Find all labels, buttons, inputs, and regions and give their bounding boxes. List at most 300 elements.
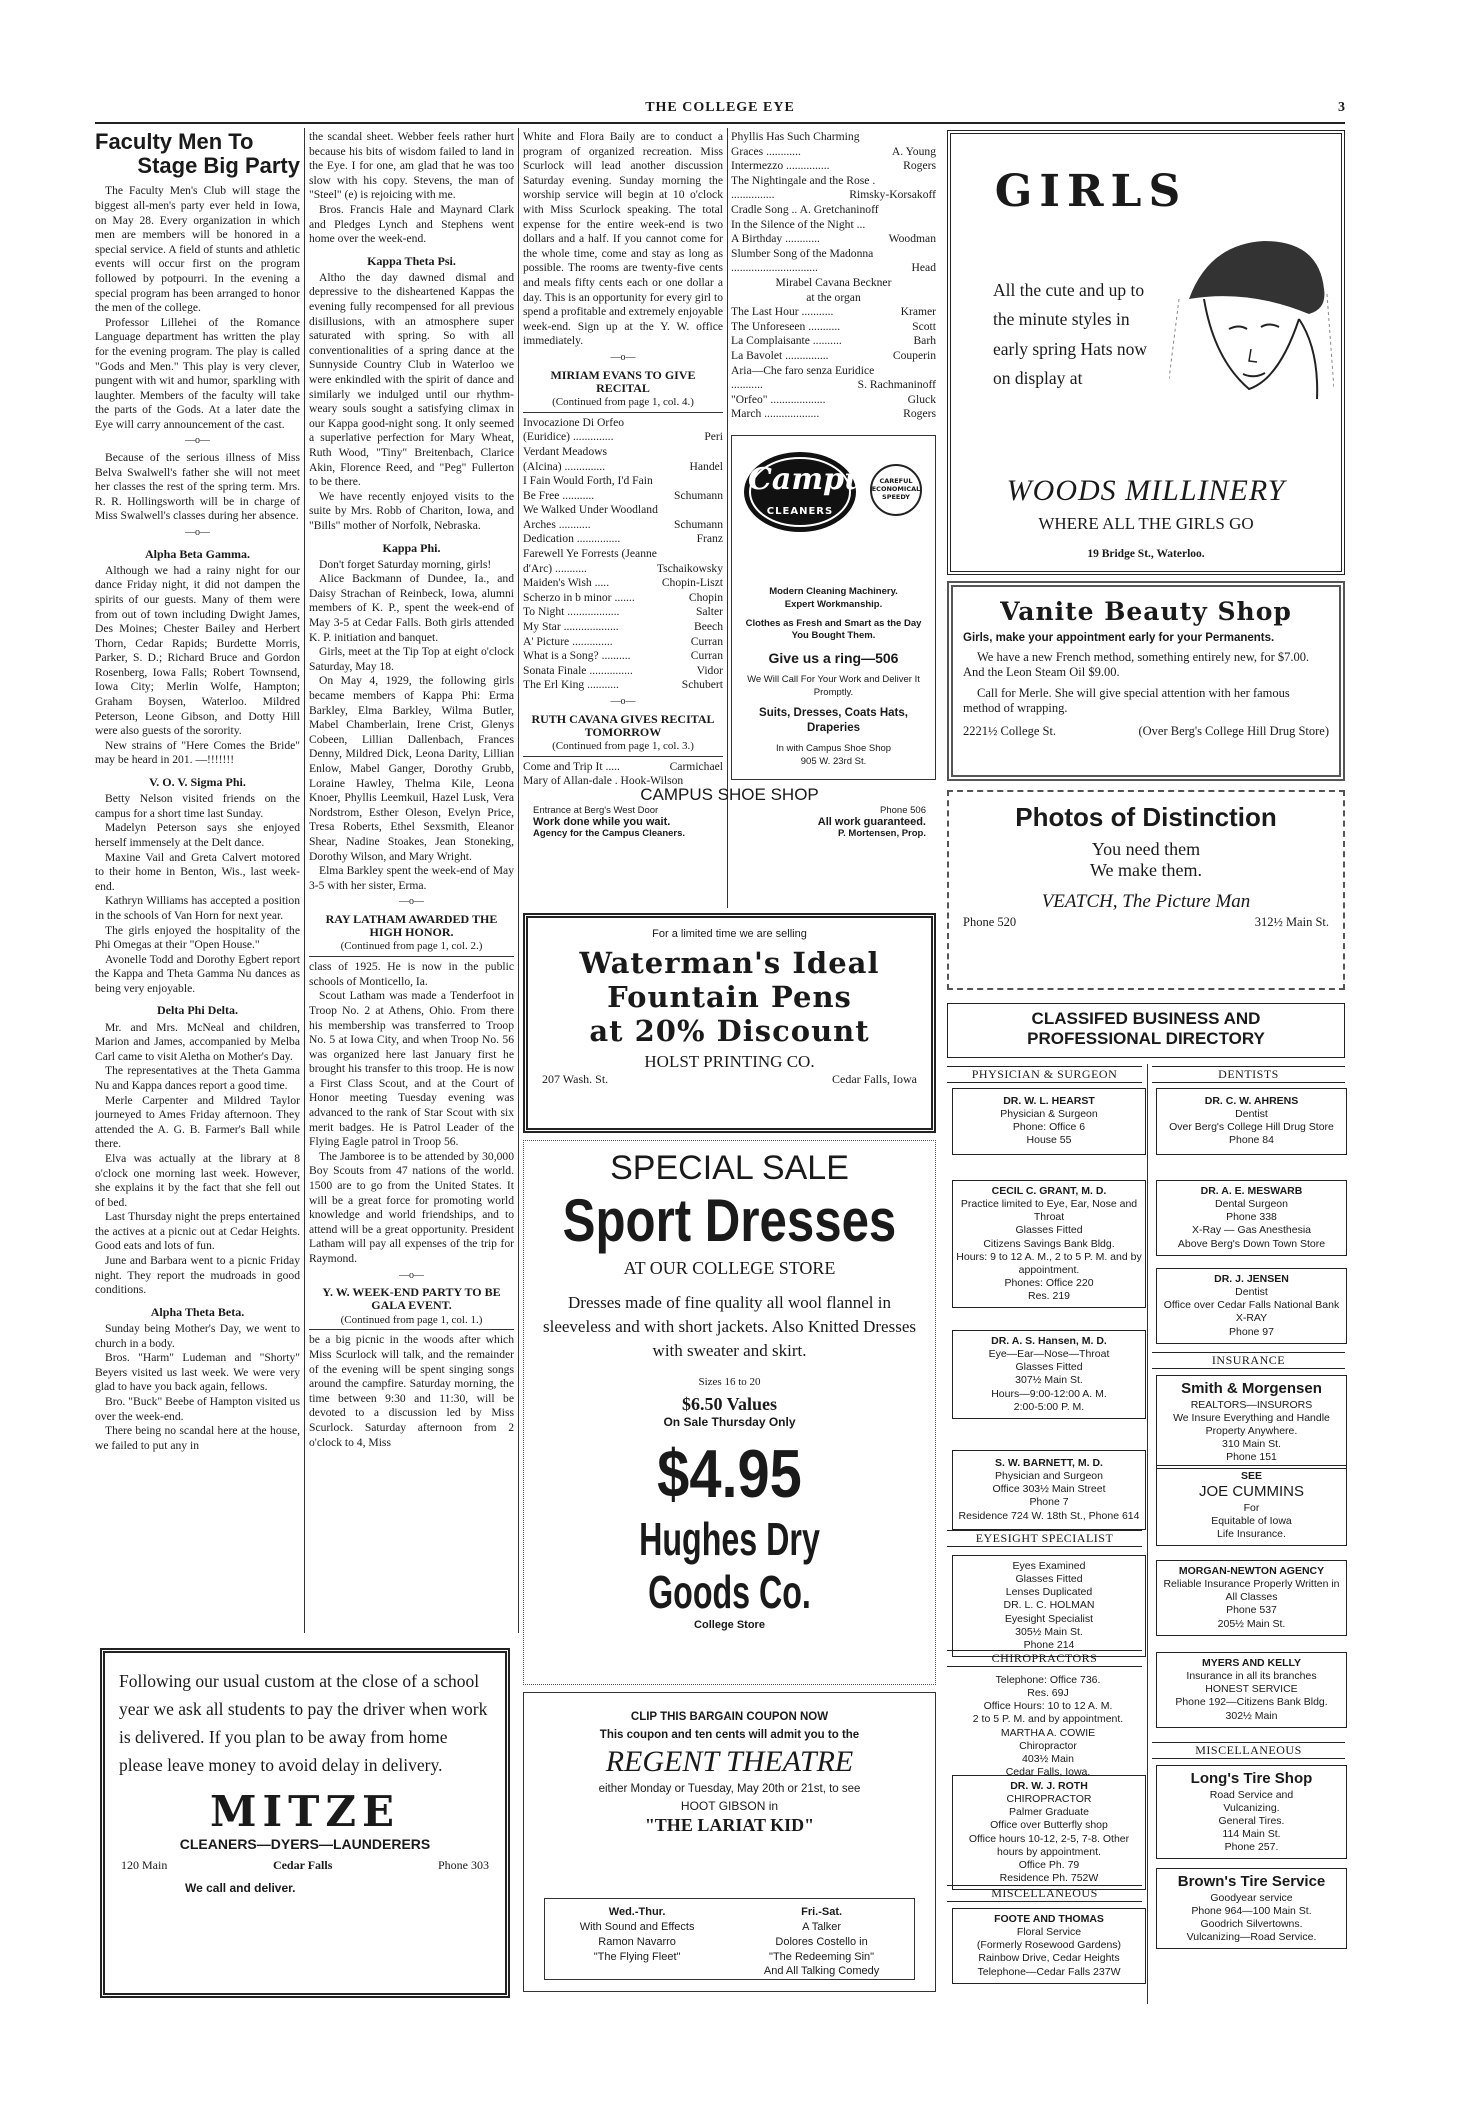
listing-line: Dental Surgeon — [1215, 1198, 1288, 1211]
program-line — [731, 218, 936, 233]
article-paragraph: Elma Barkley spent the week-end of May 3-5 with her sister, Erma. — [309, 864, 514, 892]
article-paragraph: Altho the day dawned dismal and depressive to the disheartened Kappas the evening fully recompensed for all previous disillusions, with an atmosphere super saturated with spring. So with all conventionalities of a spring dance at the Sunnyside Country Club in Waterloo we were enkindled with the spirit of dance and similarly we indulged until our rhythm-weary souls sought a satisfying climax in our Kappa good-night song. It only seemed a superlative perfection for Mary Wheat, Ruth Wood, "Tiny" Breitenbach, Clarice Akin, Florence Reed, and "Peg" Fullerton to be there. — [309, 270, 514, 489]
shoe-ad-title: CAMPUS SHOE SHOP — [640, 785, 819, 804]
coupon-heading: CLIP THIS BARGAIN COUPON NOW — [630, 1711, 829, 1723]
mitze-address: 120 Main — [121, 1858, 168, 1872]
program-composer: Rogers — [903, 407, 936, 421]
listing-line: With Sound and Effects — [579, 1920, 695, 1933]
program-title: A' Picture .............. — [523, 634, 613, 648]
waterman-top: For a limited time we are selling — [652, 928, 807, 940]
listing-line: MARTHA A. COWIE — [1000, 1726, 1096, 1739]
article-paragraph: Although we had a rainy night for our dance Friday night, it did not dampen the spirits of our guests. Many of them were from out of town including Dwight James, Des Moines; Chester Bailey and Herbert Thorn, Cedar Rapids; Burdette Morris, Parker, S. D.; Richard Bruce and Gordon Rosenberg, Iowa Falls; Robert Townsend, Iowa City; Merlin Wolfe, Hampton; Graham Boysen, Waterloo. Mildred Peterson, Leone Gibson, and Dotty Hill were also guests of the sorority. — [95, 563, 300, 738]
article-paragraph: Avonelle Todd and Dorothy Egbert report the Kappa and Theta Gamma Nu dances as being very enjoyable. — [95, 952, 300, 995]
vanite-line: Girls, make your appointment early for your Permanents. — [963, 632, 1275, 644]
article-paragraph: We have recently enjoyed visits to the suite by Mrs. Robb of Chariton, Iowa, and "Bills" mother of Norfolk, Nebraska. — [309, 489, 514, 532]
listing-line: Phone 537 — [1226, 1604, 1277, 1617]
program-composer: Barh — [913, 334, 936, 348]
program-title: Cradle Song .. A. Gretchaninoff — [731, 202, 879, 216]
article-paragraph: The girls enjoyed the hospitality of the Phi Omegas at their "Open House." — [95, 923, 300, 952]
program-composer: Scott — [912, 319, 936, 333]
coupon-line: HOOT GIBSON in — [680, 1799, 779, 1813]
photos-name: VEATCH, The Picture Man — [1041, 891, 1251, 912]
program-composer: S. Rachmaninoff — [857, 378, 936, 392]
program-line — [523, 430, 723, 445]
program-composer: Curran — [690, 634, 723, 648]
headline-faculty-1: Faculty Men To — [95, 130, 254, 154]
vanite-line: Call for Merle. She will give special attention with her famous method of wrapping. — [963, 686, 1290, 715]
program-composer: Chopin — [688, 590, 723, 604]
listing-line: 2 to 5 P. M. and by appointment. — [972, 1713, 1124, 1726]
listing-line: Cedar Falls, Iowa. — [1005, 1765, 1091, 1778]
campus-logo-text: Campus — [748, 462, 883, 497]
program-line — [523, 532, 723, 547]
separator: —o— — [399, 1269, 424, 1281]
waterman-company: HOLST PRINTING CO. — [644, 1052, 815, 1071]
separator: —o— — [610, 696, 636, 708]
listing-line: DR. W. J. ROTH — [1010, 1780, 1088, 1792]
listing-holman — [952, 1555, 1146, 1657]
article-paragraph: Bros. "Harm" Ludeman and "Shorty" Beyers visited us last week. We were very glad to have you back again, fellows. — [95, 1351, 300, 1394]
shoe-ad-row — [523, 816, 936, 828]
special-sale-ad — [523, 1140, 936, 1685]
listing-line: 114 Main St. — [1222, 1828, 1281, 1841]
listing-longs-tire — [1156, 1765, 1347, 1859]
listing-line: Office Ph. 79 — [1018, 1858, 1080, 1871]
listing-hansen — [952, 1330, 1146, 1419]
article-paragraph: Maxine Vail and Greta Calvert motored to their home in Benton, Wis., last week-end. — [95, 850, 300, 893]
listing-line: Vulcanizing—Road Service. — [1186, 1931, 1317, 1944]
page-number: 3 — [1338, 100, 1345, 115]
listing-line: Phone 338 — [1226, 1211, 1277, 1224]
listing-line: Phone 257. — [1224, 1841, 1279, 1854]
campus-badge — [870, 464, 922, 516]
mitze-city: Cedar Falls — [272, 1858, 333, 1872]
article-paragraph: class of 1925. He is now in the public schools of Monticello, Ia. — [309, 960, 514, 988]
rule — [523, 756, 723, 757]
recital-program — [731, 130, 936, 276]
article-headline: RAY LATHAM AWARDED THE HIGH HONOR. — [325, 911, 498, 940]
mitze-contact-row — [121, 1858, 489, 1873]
listing-line: Phone 151 — [1226, 1451, 1277, 1464]
campus-cleaners-ad — [731, 435, 936, 780]
coupon-feature: "THE LARIAT KID" — [644, 1815, 815, 1835]
continued-note: (Continued from page 1, col. 1.) — [340, 1313, 483, 1326]
article-paragraph: The Jamboree is to be attended by 30,000 Boy Scouts from 47 nations of the world. 1500 are to go from the United States. It will be a great force for promoting world knowledge and world friendships, and to attend will be a great opportunity. President Latham will pay all expenses of the trip for Raymond. — [309, 1149, 514, 1266]
vanite-location: (Over Berg's College Hill Drug Store) — [1138, 724, 1329, 738]
article-paragraph: Scout Latham was made a Tenderfoot in Troop No. 2 at Athens, Ohio. From there his membership was transferred to Troop No. 5 at Iowa City, and when Troop No. 56 was organized here last January first he brought his transfer to this troop. He is now a First Class Scout, and at the Court of Honor meeting Tuesday evening was advanced to the rank of Star Scout with six merit badges. He is Patrol Leader of the Flying Eagle patrol in Troop 56. — [309, 989, 514, 1149]
directory-heading: PHYSICIAN & SURGEON — [947, 1066, 1142, 1083]
program-title: I Fain Would Forth, I'd Fain — [523, 474, 653, 488]
article-paragraph: be a big picnic in the woods after which Miss Scurlock will talk, and the remainder of the evening will be spent singing songs around the campfire. Saturday morning, the time between 9:30 and 11:30, will be devoted to a discussion led by Miss Scurlock. Saturday afternoon from 2 o'clock to 4, Miss — [309, 1333, 514, 1449]
program-title: Intermezzo ............... — [731, 159, 830, 173]
listing-line: Life Insurance. — [1217, 1528, 1286, 1541]
listing-line: Phone 84 — [1229, 1134, 1274, 1147]
separator: —o— — [610, 351, 636, 363]
listing-line: Telephone: Office 736. — [995, 1674, 1101, 1686]
listing-line: "The Flying Fleet" — [593, 1950, 681, 1963]
listing-line: Office 303½ Main Street — [992, 1483, 1106, 1496]
listing-line: Dentist — [1235, 1286, 1268, 1299]
listing-line: Eyes Examined — [1012, 1560, 1086, 1572]
listing-line: 302½ Main — [1225, 1709, 1278, 1722]
rule — [523, 412, 723, 413]
program-line — [731, 378, 936, 393]
campus-ad-phone: Give us a ring—506 — [768, 650, 899, 667]
listing-line: Glasses Fitted — [1015, 1573, 1083, 1586]
program-title: (Alcina) .............. — [523, 459, 606, 473]
listing-line: 305½ Main St. — [1015, 1625, 1083, 1638]
program-composer: Handel — [689, 459, 723, 473]
showtime-left — [580, 1905, 695, 1979]
program-line — [731, 247, 936, 262]
rule — [309, 1329, 514, 1330]
program-line — [523, 518, 723, 533]
directory-heading: INSURANCE — [1152, 1352, 1345, 1369]
program-title: La Bavolet ............... — [731, 348, 829, 362]
column-2 — [309, 130, 514, 1635]
program-composer: Salter — [695, 605, 723, 619]
article-paragraph: Because of the serious illness of Miss Belva Swalwell's father she will not meet her classes the rest of the spring term. Mrs. R. R. Hollingsworth will be in charge of Miss Swalwell's classes during her absence. — [95, 451, 300, 523]
program-composer: Schumann — [674, 488, 723, 502]
section-heading: Alpha Theta Beta. — [150, 1304, 245, 1319]
program-title: A Birthday ............ — [731, 232, 820, 246]
listing-hearst — [952, 1088, 1146, 1155]
listing-line: MYERS AND KELLY — [1202, 1657, 1301, 1669]
program-line — [731, 232, 936, 247]
campus-ad-line: Clothes as Fresh and Smart as the Day You Bought Them. — [745, 617, 922, 642]
section-heading: Alpha Beta Gamma. — [145, 546, 250, 561]
listing-line: Phone 192—Citizens Bank Bldg. — [1175, 1696, 1328, 1709]
mitze-phone: Phone 303 — [437, 1858, 489, 1872]
program-composer: Beech — [694, 620, 723, 634]
campus-ad-line: 905 W. 23rd St. — [800, 755, 867, 767]
waterman-address: 207 Wash. St. — [542, 1072, 609, 1086]
vanite-line: We have a new French method, something entirely new, for $7.00. And the Leon Steam Oil $9.00. — [963, 650, 1310, 679]
listing-line: X-RAY — [1235, 1312, 1268, 1325]
program-title: ............... — [731, 188, 775, 202]
sale-price: $4.95 — [657, 1436, 802, 1513]
listing-line: 2:00-5:00 P. M. — [1013, 1400, 1085, 1413]
woman-hat-icon — [1169, 229, 1334, 414]
listing-line: Fri.-Sat. — [801, 1906, 843, 1918]
campus-logo — [740, 444, 883, 539]
sale-date: On Sale Thursday Only — [663, 1415, 796, 1430]
listing-meswarb — [1156, 1180, 1347, 1256]
waterman-pens-ad — [523, 913, 936, 1133]
program-line — [523, 591, 723, 606]
program-title: Be Free ........... — [523, 488, 595, 502]
listing-line: Hours: 9 to 12 A. M., 2 to 5 P. M. and by appointment. — [956, 1250, 1142, 1276]
sale-heading: SPECIAL SALE — [610, 1149, 849, 1187]
recital-program — [731, 305, 936, 422]
directory-rule — [1147, 1064, 1148, 2004]
program-composer: A. Young — [891, 144, 936, 158]
program-title: ........... — [731, 378, 763, 392]
waterman-city: Cedar Falls, Iowa — [832, 1072, 917, 1086]
girls-address: 19 Bridge St., Waterloo. — [1087, 548, 1205, 560]
listing-line: DR. L. C. HOLMAN — [1003, 1599, 1095, 1612]
coupon-theatre: REGENT THEATRE — [605, 1745, 854, 1778]
article-paragraph: Bros. Francis Hale and Maynard Clark and Pledges Lynch and Stephens went home over the week-end. — [309, 202, 514, 246]
photos-phone: Phone 520 — [963, 915, 1017, 929]
article-headline: RUTH CAVANA GIVES RECITAL TOMORROW — [531, 711, 715, 739]
listing-line: JOE CUMMINS — [1199, 1483, 1304, 1501]
column-rule — [518, 128, 519, 1633]
shoe-ad-line: Agency for the Campus Cleaners. — [533, 828, 686, 839]
listing-barnett — [952, 1450, 1146, 1530]
listing-morgan-newton — [1156, 1560, 1347, 1636]
program-composer: Schumann — [674, 517, 723, 531]
listing-roth — [952, 1775, 1146, 1890]
section-heading: Kappa Phi. — [382, 540, 441, 555]
program-title: .............................. — [731, 261, 818, 275]
listing-line: House 55 — [1026, 1134, 1072, 1147]
listing-cummins — [1156, 1465, 1347, 1546]
directory-heading: CHIROPRACTORS — [947, 1650, 1142, 1667]
vanite-beauty-shop-ad — [947, 581, 1345, 781]
listing-line: 205½ Main St. — [1217, 1617, 1286, 1630]
listing-line: Eyesight Specialist — [1004, 1612, 1094, 1625]
program-title: March ................... — [731, 407, 820, 421]
continued-note: (Continued from page 1, col. 4.) — [552, 395, 694, 408]
listing-line: REALTORS—INSURORS — [1190, 1398, 1313, 1411]
listing-grant — [952, 1180, 1146, 1308]
listing-myers-kelly — [1156, 1652, 1347, 1728]
program-composer: Couperin — [892, 348, 936, 362]
listing-line: Hours—9:00-12:00 A. M. — [991, 1387, 1107, 1400]
article-paragraph: The Faculty Men's Club will stage the biggest all-men's party ever held in Iowa, on May 28. Every organization in which men are members will be honored in a special service. A field of stunts and athletic events will occur first on the program followed by potpourri. In the evening a special program has been arranged to honor the men of the college. — [95, 184, 300, 315]
waterman-line: Fountain Pens — [607, 980, 852, 1014]
listing-foote — [952, 1908, 1146, 1984]
listing-line: Res. 219 — [1027, 1290, 1071, 1302]
article-paragraph: On May 4, 1929, the following girls became members of Kappa Phi: Erma Barkley, Elma Barkley, Wilma Butler, Mabel Chamberlain, Irene Crist, Glenys Cobeen, Lillian Dallenbach, Frances Denny, Mildred Dick, Leona Darity, Lillian Enlow, Mabel Ganger, Dorothy Grubb, Loraine Hawley, Thelma Kile, Leona Knoer, Phyllis Leemkuil, Hazel Lusk, Vera Nordstrom, Esther Oleson, Evelyn Price, Tresa Roberts, Ethel Sexsmith, Eleanor Shear, Nadine Stoakes, Jean Stoneking, Dorothy Wilson, and Mary Wright. — [309, 674, 514, 863]
article-paragraph: Kathryn Williams has accepted a position in the schools of Van Horn for next year. — [95, 894, 300, 922]
program-composer: Carmichael — [669, 759, 723, 773]
listing-jensen — [1156, 1268, 1347, 1344]
listing-line: 310 Main St. — [1222, 1438, 1281, 1451]
program-line — [523, 474, 723, 489]
listing-line: Glasses Fitted — [1015, 1361, 1083, 1374]
listing-line: Rainbow Drive, Cedar Heights — [978, 1952, 1120, 1965]
program-composer: Rimsky-Korsakoff — [849, 188, 936, 202]
sale-description: Dresses made of fine quality all wool flannel in sleeveless and with short jackets. Also Knitted Dresses with sweater and skirt. — [543, 1293, 916, 1360]
listing-line: 403½ Main — [1022, 1752, 1074, 1765]
program-title: We Walked Under Woodland — [523, 503, 658, 517]
girls-title: GIRLS — [994, 166, 1188, 217]
listing-line: Office Hours: 10 to 12 A. M. — [983, 1700, 1113, 1713]
continued-note: (Continued from page 1, col. 3.) — [552, 739, 694, 752]
article-paragraph: There being no scandal here at the house, we failed to put any in — [95, 1424, 300, 1452]
campus-shoe-shop-ad — [523, 785, 936, 905]
program-title: "Orfeo" ................... — [731, 392, 826, 406]
program-title: Farewell Ye Forrests (Jeanne — [523, 547, 657, 561]
program-line — [731, 393, 936, 408]
photos-line: You need them — [1091, 839, 1201, 859]
program-title: To Night .................. — [523, 605, 620, 619]
program-line — [523, 547, 723, 562]
recital-program — [523, 416, 723, 693]
listing-line: Equitable of Iowa — [1211, 1515, 1292, 1527]
listing-line: Citizens Savings Bank Bldg. — [983, 1237, 1115, 1250]
program-line — [523, 635, 723, 650]
listing-line: Residence Ph. 752W — [999, 1871, 1099, 1884]
program-line — [523, 620, 723, 635]
program-composer: Franz — [696, 532, 723, 546]
photos-contact-row — [963, 915, 1329, 930]
program-line — [731, 364, 936, 379]
program-composer: Chopin-Liszt — [661, 576, 723, 590]
separator: —o— — [185, 527, 210, 539]
article-paragraph: the scandal sheet. Webber feels rather hurt because his bits of wisdom failed to land in the Eye. I for one, am glad that he was too slow with his copy. Stevens, the man of "Steel" (e) is rejoicing with me. — [309, 130, 514, 202]
listing-line: S. W. BARNETT, M. D. — [995, 1457, 1103, 1469]
listing-line: Telephone—Cedar Falls 237W — [977, 1965, 1121, 1978]
program-title: Invocazione Di Orfeo — [523, 415, 625, 429]
article-paragraph: Don't forget Saturday morning, girls! — [319, 557, 492, 571]
article-paragraph: Merle Carpenter and Mildred Taylor journeyed to Ames Friday afternoon. They attended the A. G. B. Farmer's Ball while there. — [95, 1093, 300, 1151]
program-title: Scherzo in b minor ....... — [523, 590, 635, 604]
listing-line: Phone: Office 6 — [1012, 1121, 1086, 1134]
listing-line: Phone 7 — [1029, 1496, 1069, 1509]
listing-line: DR. A. S. Hansen, M. D. — [991, 1335, 1107, 1347]
listing-line: Physician & Surgeon — [1000, 1108, 1098, 1121]
program-composer: Curran — [690, 649, 723, 663]
coupon-line: This coupon and ten cents will admit you to the — [599, 1729, 860, 1741]
program-line — [523, 605, 723, 620]
article-paragraph: Bro. "Buck" Beebe of Hampton visited us over the week-end. — [95, 1394, 300, 1423]
listing-line: Phone 964—100 Main St. — [1191, 1904, 1312, 1917]
listing-line: Brown's Tire Service — [1177, 1873, 1326, 1890]
campus-ad-line: In with Campus Shoe Shop — [775, 742, 892, 754]
listing-line: Office over Cedar Falls National Bank — [1163, 1299, 1340, 1312]
program-line — [523, 489, 723, 504]
campus-ad-body — [740, 586, 927, 768]
campus-logo-sub: CLEANERS — [766, 506, 834, 517]
listing-line: SEE — [1240, 1470, 1262, 1482]
listing-line: FOOTE AND THOMAS — [994, 1913, 1104, 1925]
program-title: What is a Song? .......... — [523, 649, 631, 663]
woods-millinery-ad — [947, 130, 1345, 575]
program-line — [731, 320, 936, 335]
article-paragraph: White and Flora Baily are to conduct a program of organized recreation. Miss Scurlock will lead another discussion Saturday evening. Sunday morning the worship service will begin at 10 o'clock with Miss Scurlock speaking. The total expense for the entire week-end is two dollars and a half. If you cannot come for the whole time, come and stay as long as possible. The rooms are twenty-five cents and meals fifty cents each or one dollar a day. This is an opportunity for every girl to spend a profitable and extremely enjoyable week-end. Sign up at the Y. W. office immediately. — [523, 130, 723, 348]
article-paragraph: The representatives at the Theta Gamma Nu and Kappa dances report a good time. — [95, 1064, 300, 1092]
listing-line: Lenses Duplicated — [1005, 1586, 1093, 1599]
program-title: Graces ............ — [731, 144, 801, 158]
program-composer: Vidor — [696, 663, 723, 677]
program-title: Sonata Finale ............... — [523, 663, 633, 677]
listing-line: Dolores Costello in — [775, 1935, 868, 1948]
shoe-ad-line: Work done while you wait. — [533, 816, 671, 828]
program-line — [731, 130, 936, 145]
campus-ad-line: Suits, Dresses, Coats Hats, Draperies — [759, 706, 908, 735]
coupon-line: either Monday or Tuesday, May 20th or 21st, to see — [598, 1783, 861, 1795]
listing-line: For — [1243, 1501, 1260, 1514]
mitze-sub: CLEANERS—DYERS—LAUNDERERS — [179, 1836, 431, 1852]
photos-title: Photos of Distinction — [1015, 802, 1277, 832]
column-1 — [95, 130, 300, 1635]
directory-title-line: PROFESSIONAL DIRECTORY — [1027, 1029, 1265, 1048]
program-title: Mary of Allan-dale . Hook-Wilson — [523, 774, 684, 788]
sale-location: AT OUR COLLEGE STORE — [623, 1258, 836, 1278]
waterman-line: Waterman's Ideal — [579, 946, 880, 980]
program-line — [731, 145, 936, 160]
listing-line: (Formerly Rosewood Gardens) — [976, 1939, 1122, 1952]
article-paragraph: Mr. and Mrs. McNeal and children, Marion and James, accompanied by Melba Carl came to visit Aletha on Mother's Day. — [95, 1020, 300, 1063]
listing-line: DR. W. L. HEARST — [1003, 1095, 1095, 1107]
listing-line: And All Talking Comedy — [763, 1965, 880, 1978]
directory-heading: MISCELLANEOUS — [947, 1885, 1142, 1902]
section-heading: Kappa Theta Psi. — [367, 253, 456, 268]
girls-text: All the cute and up to the minute styles in early spring Hats now on display at — [993, 280, 1148, 389]
listing-line: Goodrich Silvertowns. — [1200, 1918, 1303, 1930]
listing-line: We Insure Everything and Handle Property Anywhere. — [1173, 1411, 1330, 1437]
continued-note: (Continued from page 1, col. 2.) — [340, 940, 483, 953]
campus-ad-line: Modern Cleaning Machinery. — [769, 586, 898, 597]
program-composer: Schubert — [681, 678, 723, 692]
listing-line: Over Berg's College Hill Drug Store — [1169, 1121, 1334, 1134]
directory-heading: MISCELLANEOUS — [1152, 1742, 1345, 1759]
shoe-ad-line: All work guaranteed. — [817, 816, 926, 828]
program-composer: Woodman — [888, 232, 936, 246]
program-line — [731, 188, 936, 203]
listing-line: Palmer Graduate — [1009, 1806, 1089, 1819]
article-paragraph: Girls, meet at the Tip Top at eight o'clock Saturday, May 18. — [309, 645, 514, 673]
rule — [309, 956, 514, 957]
veatch-photos-ad — [947, 790, 1345, 990]
listing-line: Eye—Ear—Nose—Throat — [988, 1348, 1110, 1361]
listing-line: X-Ray — Gas Anesthesia — [1191, 1224, 1312, 1237]
mitze-cleaners-ad — [100, 1648, 510, 1998]
program-title: (Euridice) .............. — [523, 430, 614, 444]
listing-line: Wed.-Thur. — [608, 1906, 666, 1918]
photos-address: 312½ Main St. — [1254, 915, 1329, 929]
program-line — [731, 203, 936, 218]
program-line — [731, 407, 936, 422]
listing-smith-morgensen — [1156, 1375, 1347, 1469]
separator: —o— — [399, 896, 424, 908]
program-line — [523, 576, 723, 591]
listing-line: DR. J. JENSEN — [1214, 1273, 1289, 1285]
program-line — [731, 174, 936, 189]
listing-ahrens — [1156, 1088, 1347, 1155]
program-line — [523, 445, 723, 460]
directory-title — [947, 1003, 1345, 1058]
waterman-line: at 20% Discount — [589, 1014, 870, 1048]
sale-value: $6.50 Values — [681, 1394, 778, 1415]
listing-line: Long's Tire Shop — [1190, 1770, 1313, 1787]
program-title: Maiden's Wish ..... — [523, 576, 610, 590]
listing-line: Above Berg's Down Town Store — [1177, 1237, 1326, 1250]
listing-line: Road Service and — [1209, 1788, 1294, 1801]
column-rule — [304, 128, 305, 1633]
program-line — [523, 678, 723, 693]
listing-line: Smith & Morgensen — [1181, 1380, 1322, 1397]
program-line — [523, 503, 723, 518]
article-paragraph: Betty Nelson visited friends on the campus for a short time last Sunday. — [95, 792, 300, 820]
shoe-ad-row — [523, 805, 936, 816]
program-line — [731, 334, 936, 349]
shoe-ad-phone: Phone 506 — [880, 805, 926, 816]
program-title: Verdant Meadows — [523, 444, 608, 458]
listing-line: Phones: Office 220 — [1004, 1276, 1094, 1289]
waterman-address-row — [528, 1072, 931, 1087]
program-title: Arches ........... — [523, 517, 591, 531]
regent-theatre-coupon — [523, 1692, 936, 1992]
article-paragraph: Alice Backmann of Dundee, Ia., and Daisy Strachan of Reinbeck, Iowa, alumni members of K. P., spent the week-end of May 3-5 at Cedar Falls. Both girls attended K. P. initiation and banquet. — [309, 572, 514, 644]
listing-line: CECIL C. GRANT, M. D. — [991, 1185, 1107, 1197]
program-composer: Peri — [704, 430, 723, 444]
sale-title: Sport Dresses — [562, 1187, 897, 1254]
listing-line: Office over Butterfly shop — [990, 1819, 1108, 1832]
